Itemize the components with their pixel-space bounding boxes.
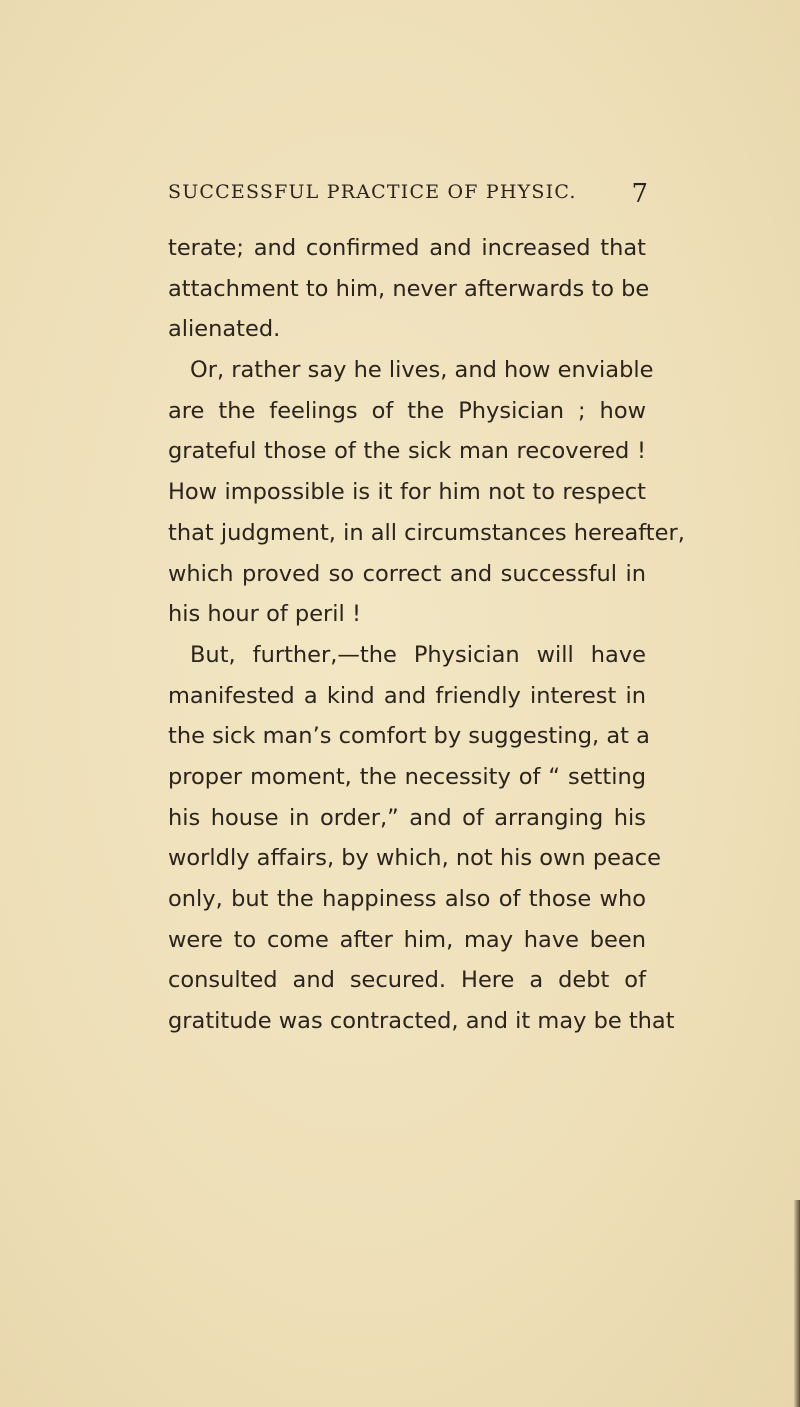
text-line: are the feelings of the Physician ; how bbox=[168, 397, 646, 424]
page-number: 7 bbox=[631, 179, 648, 209]
text-line: his house in order,” and of arranging his bbox=[168, 804, 646, 831]
text-line: But, further,—the Physician will have bbox=[190, 641, 646, 668]
text-line: the sick man’s comfort by suggesting, at a bbox=[168, 723, 650, 750]
text-line: only, but the happiness also of those who bbox=[168, 886, 646, 912]
text-line: How impossible is it for him not to respect bbox=[168, 479, 646, 506]
text-line: alienated. bbox=[168, 316, 281, 343]
text-line: worldly affairs, by which, not his own peace bbox=[168, 845, 661, 872]
text-line: which proved so correct and successful in bbox=[168, 560, 646, 587]
page-edge-shadow bbox=[794, 1200, 800, 1407]
text-line: were to come after him, may have been bbox=[168, 926, 646, 953]
text-line: terate; and confirmed and increased that bbox=[168, 235, 646, 261]
text-line: Or, rather say he lives, and how enviable bbox=[190, 357, 654, 384]
text-line: gratitude was contracted, and it may be that bbox=[168, 1008, 675, 1035]
text-line: grateful those of the sick man recovered ! bbox=[168, 438, 646, 465]
running-title: SUCCESSFUL PRACTICE OF PHYSIC. bbox=[168, 181, 577, 203]
text-line: his hour of peril ! bbox=[168, 601, 361, 628]
text-line: proper moment, the necessity of “ setting bbox=[168, 763, 646, 790]
body-text bbox=[168, 228, 685, 1042]
text-line: attachment to him, never afterwards to be bbox=[168, 275, 650, 302]
text-line: consulted and secured. Here a debt of bbox=[168, 967, 646, 994]
text-line: manifested a kind and friendly interest in bbox=[168, 682, 646, 709]
page-header bbox=[168, 181, 648, 211]
text-line: that judgment, in all circumstances hereafter, bbox=[168, 519, 685, 546]
